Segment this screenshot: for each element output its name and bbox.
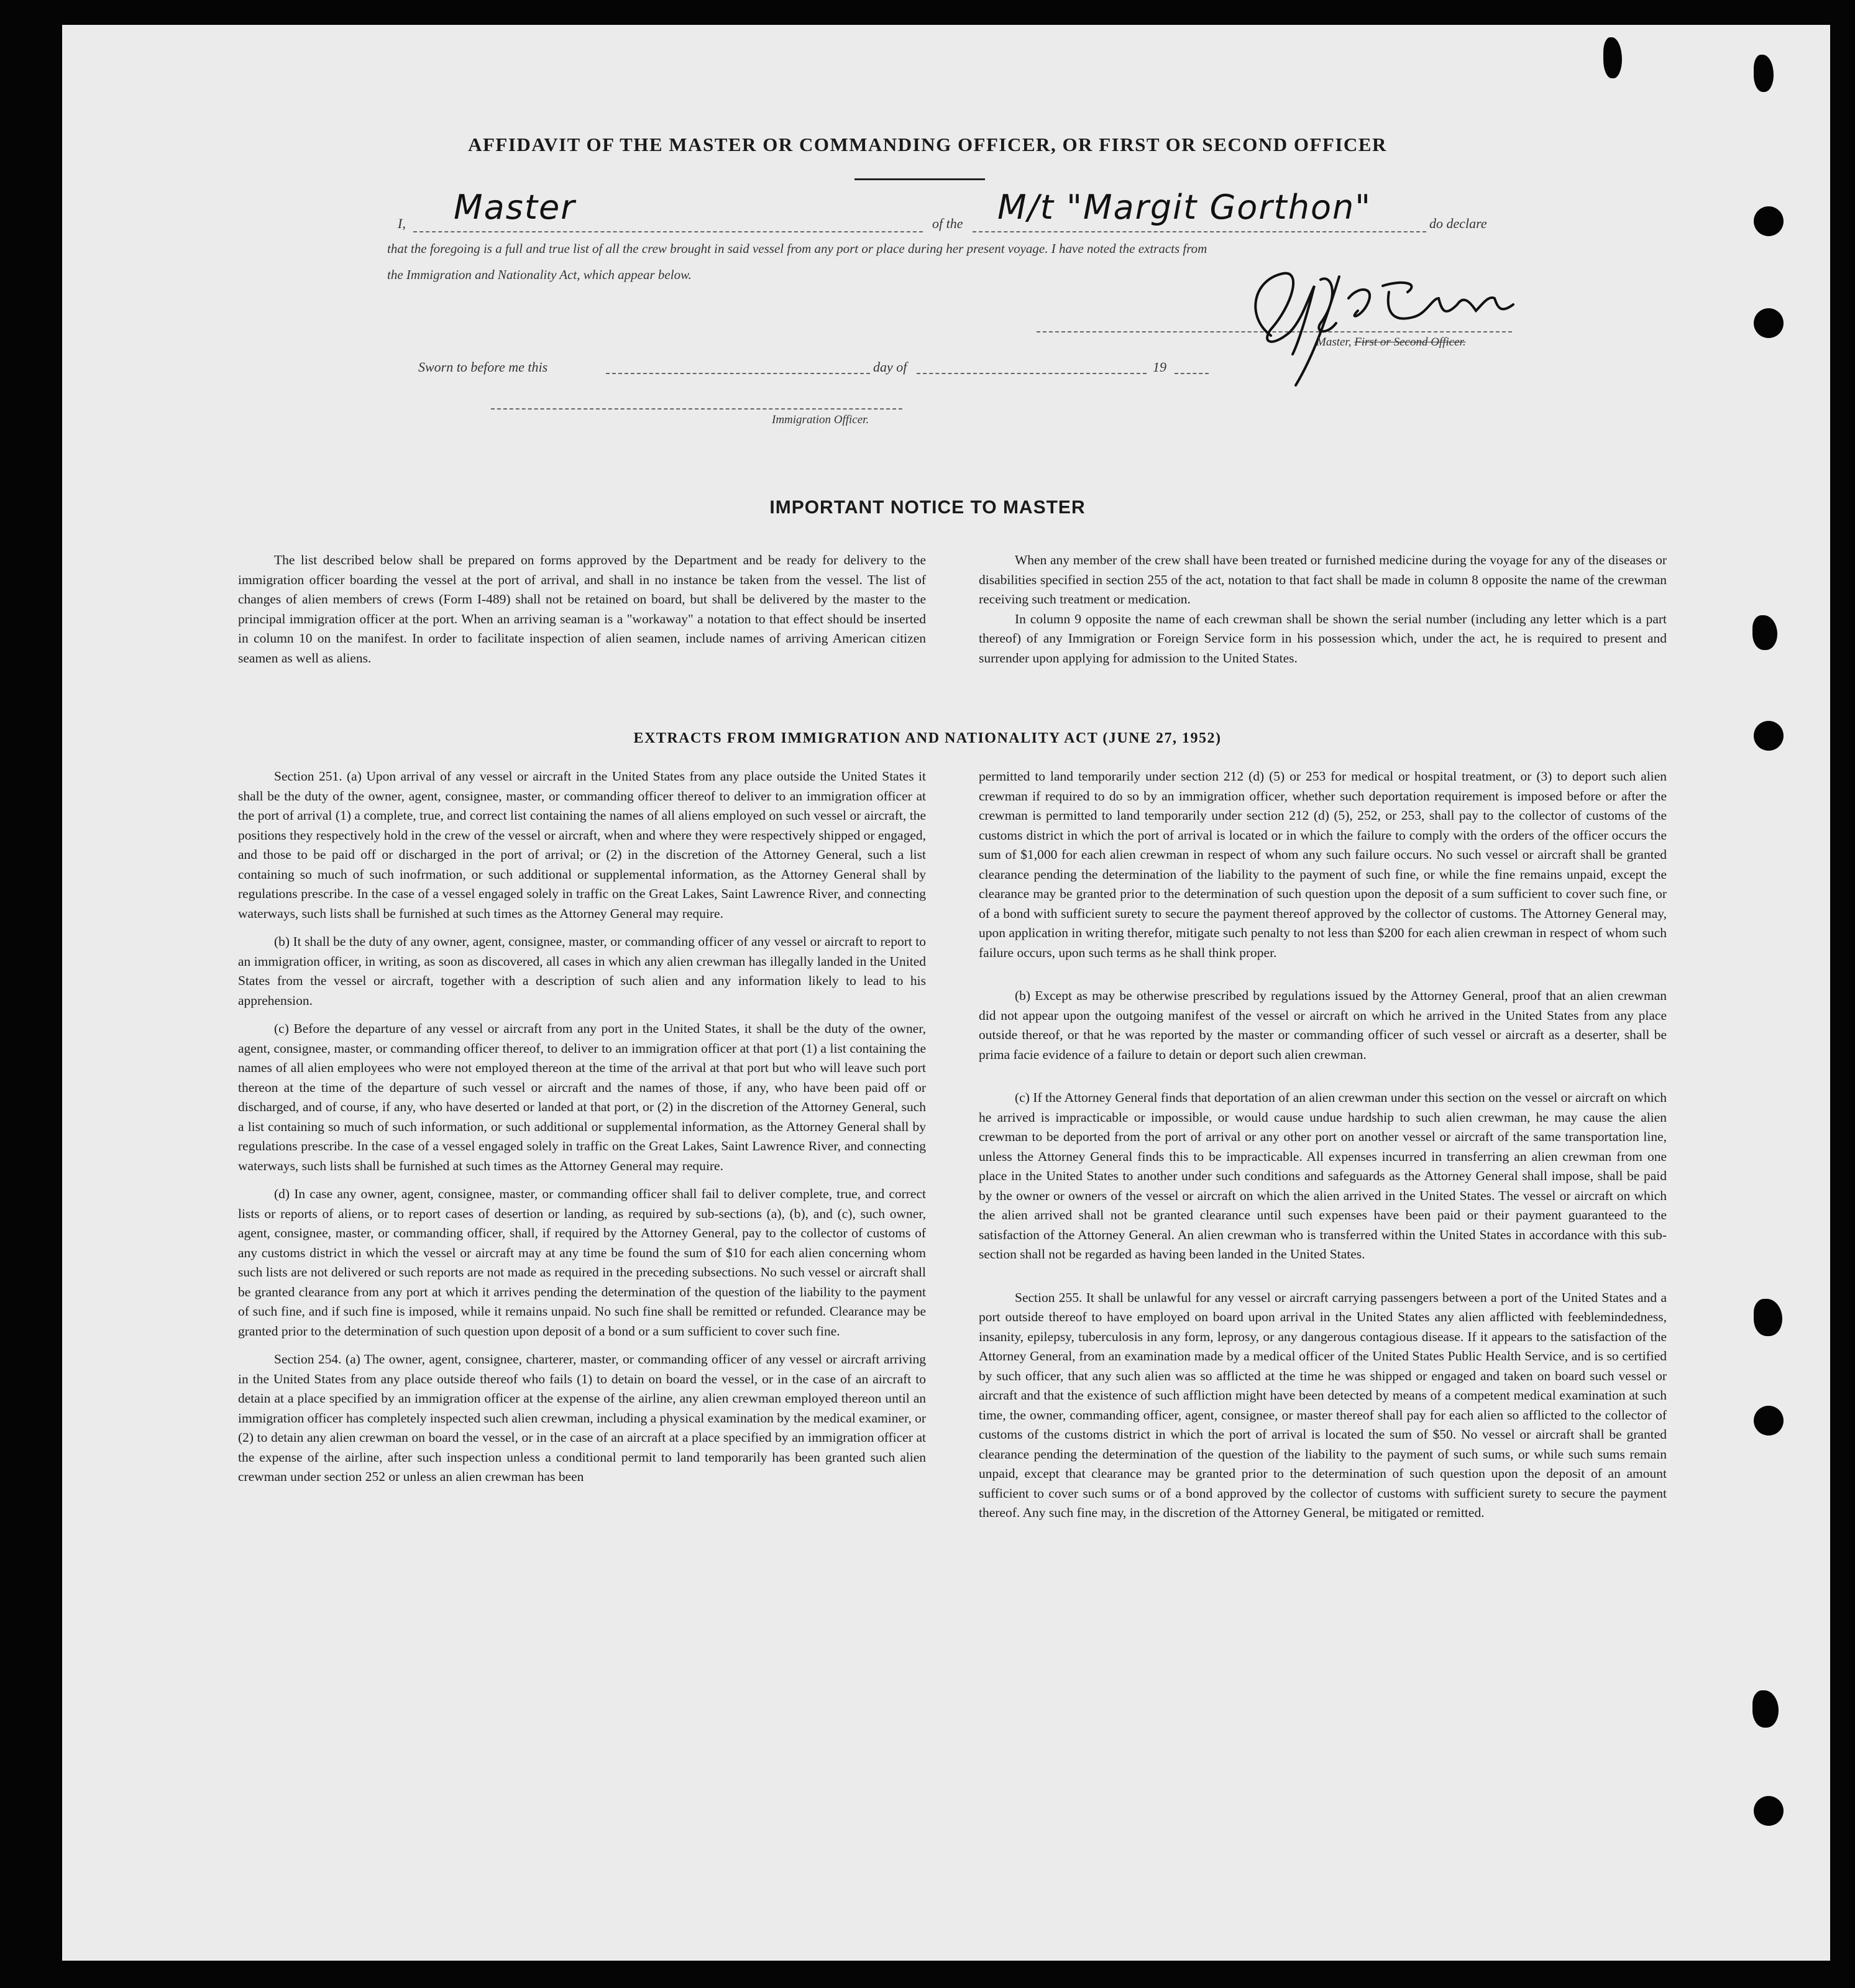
sworn-label: Sworn to before me this	[418, 359, 548, 375]
binder-hole	[1754, 308, 1784, 338]
section-251-a: Section 251. (a) Upon arrival of any vessel or aircraft in the United States from any place outside the United States it shall be the duty of the owner, agent, consignee, master, or commanding officer thereof to deliver to an immigration officer at the port of arrival (1) a complete, true, and correct list containing the names of all aliens employed on such vessel or aircraft, the positions they respectively hold in the crew of the vessel or aircraft, when and where they were respectively shipped or engaged, and those to be paid off or discharged in the port of arrival; or (2) in the discretion of the Attorney General, such a list containing so much of such inofrmation, or such additional or supplemental information, as the Attorney General shall by regulations prescribe. In the case of a vessel engaged solely in traffic on the Great Lakes, Saint Lawrence River, and connecting waterways, such lists shall be furnished at such times as the Attorney General may require.	[238, 769, 926, 921]
of-the-label: of the	[932, 216, 963, 231]
section-251-c: (c) Before the departure of any vessel or aircraft from any port in the United States, it shall be the duty of the owner, agent, consignee, master, or commanding officer thereof, to deliver to an immigration officer at that port (1) a list containing the names of all alien employees who were not employed thereon at the time of the arrival at that port but who will leave such port thereon at the time of the departure of such vessel or aircraft and the names of those, if any, who have been paid off or discharged, and of course, if any, who have deserted or landed at that port, or (2) in the discretion of the Attorney General, such a list containing so much of such information, or such additional or supplemental information, as the Attorney General shall by regulations prescribe. In the case of a vessel engaged solely in traffic on the Great Lakes, Saint Lawrence River, and connecting waterways, such lists shall be furnished at such times as the Attorney General may require.	[238, 1021, 926, 1173]
notice-right-column	[979, 551, 1667, 668]
notice-right-paragraph-1: When any member of the crew shall have been treated or furnished medicine during the voyage for any of the diseases or disabilities specified in section 255 of the act, notation to that fact shall be made in column 8 opposite the name of the crewman receiving such treatment or medication.	[979, 552, 1667, 607]
immigration-officer-line	[491, 408, 902, 410]
extracts-title: EXTRACTS FROM IMMIGRATION AND NATIONALITY ACT (JUNE 27, 1952)	[633, 730, 1222, 746]
section-254-a-continued: permitted to land temporarily under section 212 (d) (5) or 253 for medical or hospital treatment, or (3) to deport such alien crewman if required to do so by an immigration officer, whether such deportation requirement is imposed before or after the crewman is permitted to land temporarily under section 212 (d) (5), 252, or 253, shall pay to the collector of customs of the customs district in which the port of arrival is located or in which the failure to comply with the orders of the officer occurs the sum of $1,000 for each alien crewman in respect of whom any such failure occurs. No such vessel or aircraft shall be granted clearance pending the determination of the liability to the payment of such fine, or while the fine remains unpaid, except the clearance may be granted prior to the determination of such question upon the deposit of a sum sufficient to cover such fine, or of a bond with sufficient surety to secure the payment thereof approved by the collector of customs. The Attorney General may, upon application in writing therefor, mitigate such penalty to not less than $200 for each alien crewman in respect of whom such failure occurs, upon such terms as he shall think proper.	[979, 769, 1667, 960]
section-251-d: (d) In case any owner, agent, consignee, master, or commanding officer shall fail to deliver complete, true, and correct lists or reports of aliens, or to report cases of desertion or landing, as required by sub-sections (a), (b), and (c), such owner, agent, consignee, master, or commanding officer, shall, if required by the Attorney General, pay to the collector of customs of any customs district in which the vessel or aircraft may at any time be found the sum of $10 for each alien concerning whom such lists are not delivered or such reports are not made as required in the preceding subsections. No such vessel or aircraft shall be granted clearance from any port at which it arrives pending the determination of the question of the liability to the payment of such fine, and if such fine is imposed, while it remains unpaid. No such fine shall be remitted or refunded. Clearance may be granted prior to the determination of such question upon deposit of a bond or a sum sufficient to cover such fine.	[238, 1186, 926, 1339]
notice-left-column	[238, 551, 926, 668]
immigration-officer-label: Immigration Officer.	[772, 413, 869, 426]
notice-title: IMPORTANT NOTICE TO MASTER	[769, 497, 1086, 518]
sworn-month-line	[917, 373, 1147, 374]
title-underline	[854, 178, 985, 180]
signer-struck-text: First or Second Officer.	[1354, 336, 1466, 349]
binder-hole	[1754, 206, 1784, 236]
extracts-right-column	[979, 767, 1667, 1523]
declaration-line-2: the Immigration and Nationality Act, which appear below.	[387, 267, 692, 282]
year-label: 19	[1153, 359, 1166, 375]
section-254-c: (c) If the Attorney General finds that deportation of an alien crewman under this section on the vessel or aircraft on which he arrived is impracticable or impossible, or would cause undue hardship to such alien crewman, he may cause the alien crewman to be deported from the port of arrival or any other port on another vessel or aircraft of the same transportation line, unless the Attorney General finds this to be impracticable. All expenses incurred in transferring an alien crewman from one place in the United States to another under such conditions and safeguards as the Attorney General shall impose, shall be paid by the owner or owners of the vessel or aircraft on which the alien arrived in the United States. The vessel or aircraft on which the alien arrived shall not be granted clearance until such expenses have been paid or their payment guaranteed to the satisfaction of the Attorney General. An alien crewman who is transferred within the United States in accordance with this sub-section shall not be regarded as having been landed in the United States.	[979, 1090, 1667, 1262]
section-254-a: Section 254. (a) The owner, agent, consignee, charterer, master, or commanding officer of any vessel or aircraft arriving in the United States from any place outside thereof who fails (1) to detain on board the vessel, or in the case of an aircraft to detain at a place specified by an immigration officer at the expense of the airline, any alien crewman employed thereon until an immigration officer has completely inspected such alien crewman, including a physical examination by the medical examiner, or (2) to detain any alien crewman on board the vessel, or in the case of an aircraft at a place specified by an immigration officer at the expense of the airline, after such inspection unless a conditional permit to land temporarily has been granted such alien crewman under section 252 or unless an alien crewman has been	[238, 1352, 926, 1484]
master-label	[1316, 336, 1466, 349]
handwritten-rank: Master	[454, 188, 576, 227]
section-251-b: (b) It shall be the duty of any owner, agent, consignee, master, or commanding officer of any vessel or aircraft to report to an immigration officer, in writing, as soon as discovered, all cases in which any alien crewman has illegally landed in the United States from the vessel or aircraft, together with a description of such alien and any information likely to lead to his apprehension.	[238, 934, 926, 1008]
declare-label: do declare	[1429, 216, 1487, 231]
handwritten-vessel: M/t "Margit Gorthon"	[997, 188, 1372, 227]
signer-master-text: Master,	[1316, 336, 1352, 349]
binder-hole	[1754, 1796, 1784, 1826]
binder-hole	[1754, 1406, 1784, 1436]
declaration-line-1: that the foregoing is a full and true list of all the crew brought in said vessel from any port or place during her present voyage. I have noted the extracts from	[387, 241, 1207, 256]
section-254-b: (b) Except as may be otherwise prescribed by regulations issued by the Attorney General, proof that an alien crewman did not appear upon the outgoing manifest of the vessel or aircraft on which he arrived in the United States from any place outside thereof, or that he was reported by the master or commanding officer of such vessel or aircraft as a deserter, shall be prima facie evidence of a failure to detain or deport such alien crewman.	[979, 988, 1667, 1062]
sworn-year-line	[1175, 373, 1209, 374]
day-of-label: day of	[873, 359, 907, 375]
vessel-line	[973, 231, 1426, 232]
sworn-day-line	[606, 373, 870, 374]
signature	[1234, 261, 1557, 392]
extracts-left-column	[238, 767, 926, 1487]
notice-left-paragraph: The list described below shall be prepared on forms approved by the Department and be ready for delivery to the immigration officer boarding the vessel at the port of arrival, and shall in no instance be taken from the vessel. The list of changes of alien members of crews (Form I-489) shall not be retained on board, but shall be delivered by the master to the principal immigration officer at the port. When an arriving seaman is a "workaway" a notation to that effect should be inserted in column 10 on the manifest. In order to facilitate inspection of alien seamen, include names of arriving American citizen seamen as well as aliens.	[238, 552, 926, 666]
notice-right-paragraph-2: In column 9 opposite the name of each crewman shall be shown the serial number (including any letter which is a part thereof) of any Immigration or Foreign Service form in his possession which, under the act, he is required to present and surrender upon applying for admission to the United States.	[979, 611, 1667, 666]
affidavit-title: AFFIDAVIT OF THE MASTER OR COMMANDING OFFICER, OR FIRST OR SECOND OFFICER	[468, 134, 1387, 155]
section-255: Section 255. It shall be unlawful for any vessel or aircraft carrying passengers between a port of the United States and a port outside thereof to have employed on board upon arrival in the United States any alien afflicted with feeblemindedness, insanity, epilepsy, tuberculosis in any form, leprosy, or any dangerous contagious disease. If it appears to the satisfaction of the Attorney General, from an examination made by a medical officer of the United States Public Health Service, and is so certified by such officer, that any such alien was so afflicted at the time he was shipped or engaged and taken on board such vessel or aircraft and that the existence of such affliction might have been detected by means of a competent medical examination at such time, the owner, commanding officer, agent, consignee, or master thereof shall pay for each alien so afflicted to the collector of customs of the customs district in which the port of arrival is located the sum of $50. No vessel or aircraft shall be granted clearance pending the determination of the question of the liability to the payment of such sums, or while such sums remain unpaid, except that clearance may be granted prior to the determination of such question upon the deposit of an amount sufficient to cover such sums or of a bond approved by the collector of customs with sufficient surety to secure the payment thereof. Any such fine may, in the discretion of the Attorney General, be mitigated or remitted.	[979, 1289, 1667, 1520]
i-label: I,	[398, 216, 406, 231]
rank-line	[413, 231, 923, 232]
